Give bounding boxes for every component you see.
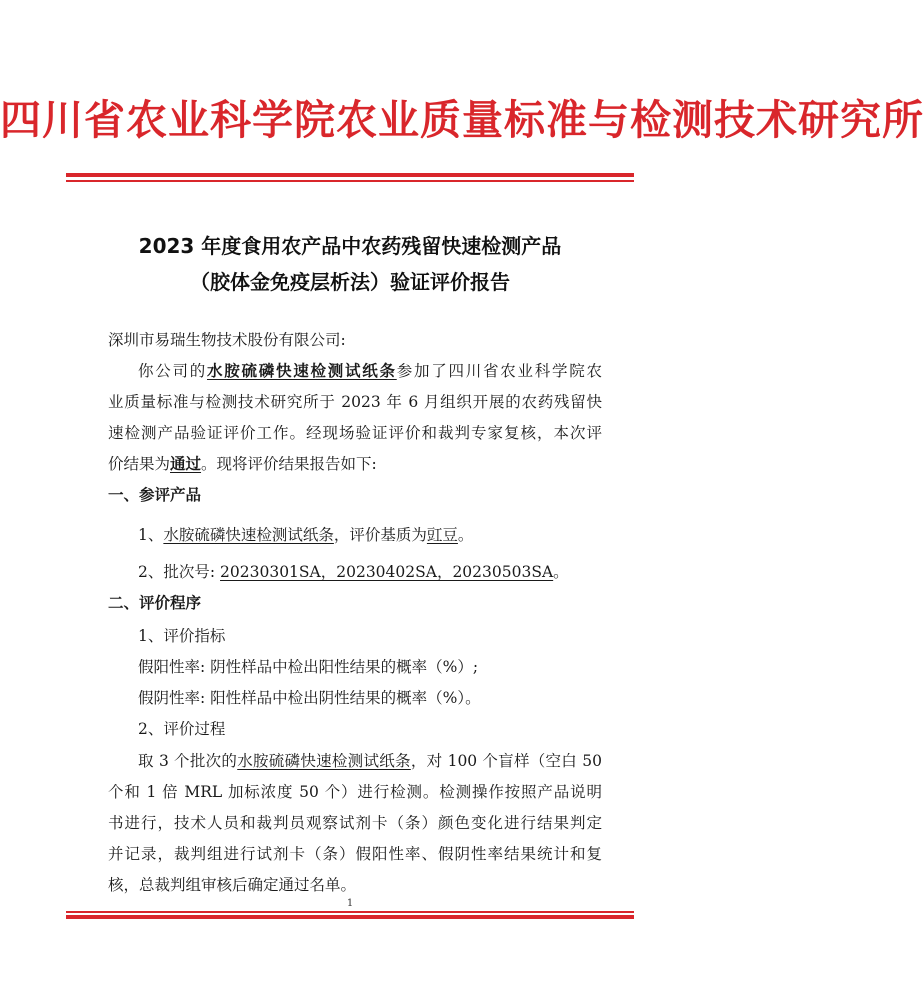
paragraph-line: 价结果为通过。现将评价结果报告如下:	[108, 455, 377, 473]
false-positive-definition: 假阳性率: 阴性样品中检出阳性结果的概率（%）;	[138, 658, 479, 676]
paragraph-line: 核，总裁判组审核后确定通过名单。	[108, 876, 357, 894]
section-heading-products: 一、参评产品	[108, 486, 202, 504]
paragraph-line: 业质量标准与检测技术研究所于 2023 年 6 月组织开展的农药残留快	[108, 393, 602, 411]
institution-letterhead: 四川省农业科学院农业质量标准与检测技术研究所	[0, 96, 924, 144]
report-title-line1: 2023 年度食用农产品中农药残留快速检测产品	[138, 234, 562, 258]
salutation: 深圳市易瑞生物技术股份有限公司:	[108, 331, 346, 349]
section-heading-procedure: 二、评价程序	[108, 594, 202, 612]
report-title-line2: （胶体金免疫层析法）验证评价报告	[190, 270, 510, 294]
batch-numbers: 20230301SA，20230402SA，20230503SA	[220, 563, 554, 581]
letterhead-rule-thick	[66, 173, 634, 177]
paragraph-line: 取 3 个批次的水胺硫磷快速检测试纸条，对 100 个盲样（空白 50	[138, 752, 603, 770]
footer-rule-thick	[66, 915, 634, 919]
paragraph-line: 书进行，技术人员和裁判员观察试剂卡（条）颜色变化进行结果判定	[108, 814, 602, 832]
letterhead-rule-thin	[66, 180, 634, 182]
matrix-name: 豇豆	[426, 526, 458, 544]
page-number: 1	[346, 898, 354, 909]
footer-rule-thin	[66, 911, 634, 913]
false-negative-definition: 假阴性率: 阳性样品中检出阴性结果的概率（%）。	[138, 689, 481, 707]
product-name: 水胺硫磷快速检测试纸条	[163, 526, 334, 544]
product-name: 水胺硫磷快速检测试纸条	[207, 362, 397, 380]
list-item: 1、水胺硫磷快速检测试纸条，评价基质为豇豆。	[138, 526, 474, 544]
subheading: 2、评价过程	[138, 720, 226, 738]
paragraph-line: 个和 1 倍 MRL 加标浓度 50 个）进行检测。检测操作按照产品说明	[108, 783, 602, 801]
subheading: 1、评价指标	[138, 627, 226, 645]
evaluation-result: 通过	[170, 455, 202, 473]
paragraph-line: 速检测产品验证评价工作。经现场验证评价和裁判专家复核，本次评	[108, 424, 602, 442]
list-item: 2、批次号: 20230301SA，20230402SA，20230503SA。	[138, 563, 569, 581]
paragraph-line: 并记录，裁判组进行试剂卡（条）假阳性率、假阴性率结果统计和复	[108, 845, 602, 863]
product-name: 水胺硫磷快速检测试纸条	[237, 752, 411, 770]
paragraph-line: 你公司的水胺硫磷快速检测试纸条参加了四川省农业科学院农	[138, 362, 602, 380]
